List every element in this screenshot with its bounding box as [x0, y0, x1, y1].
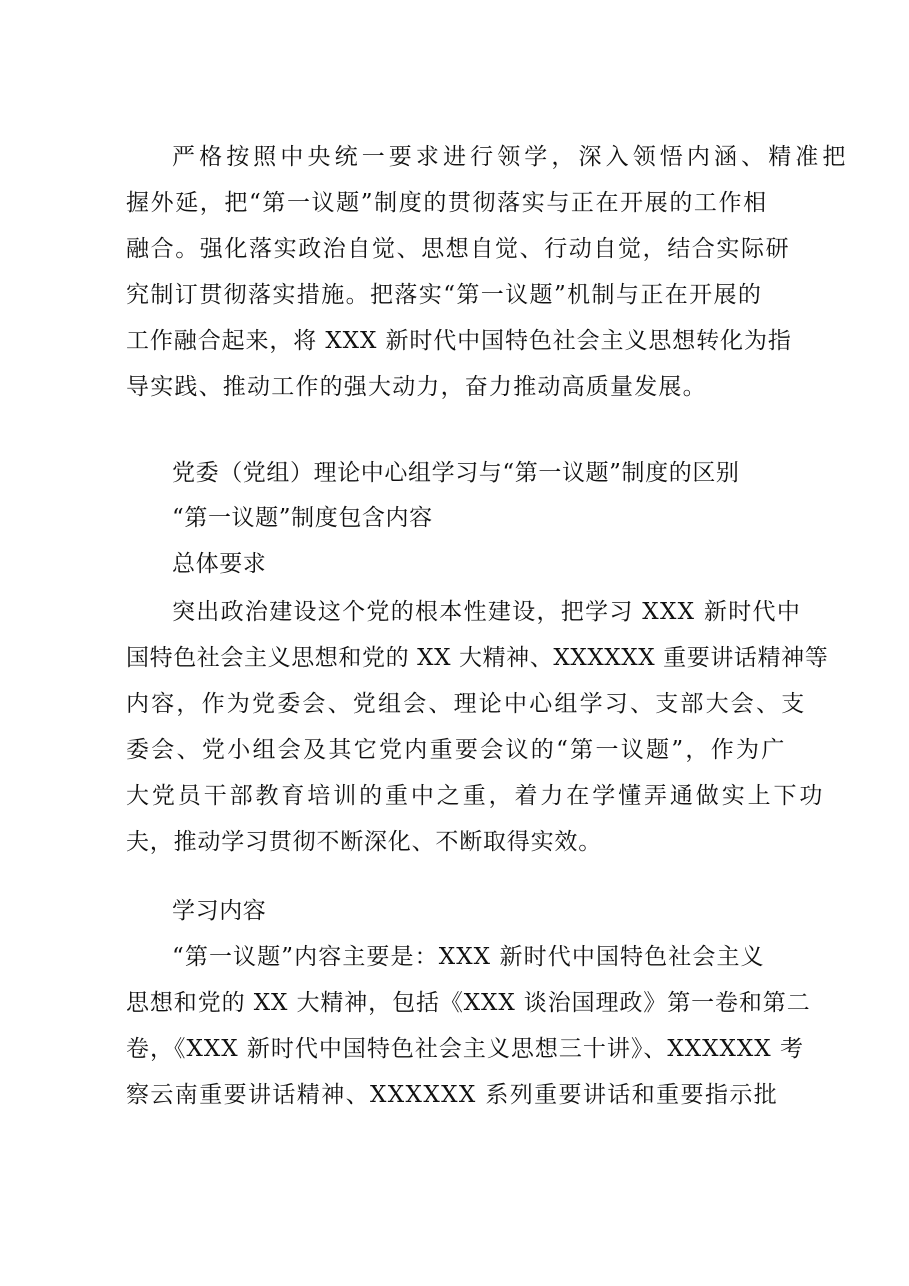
paragraph-line: 察云南重要讲话精神、XXXXXX 系列重要讲话和重要指示批	[126, 1082, 779, 1108]
paragraph-line: 卷，《XXX 新时代中国特色社会主义思想三十讲》、XXXXXX 考	[126, 1036, 804, 1062]
paragraph-line: 突出政治建设这个党的根本性建设，把学习 XXX 新时代中	[172, 599, 802, 625]
paragraph-line: 夫，推动学习贯彻不断深化、不断取得实效。	[126, 829, 602, 855]
section-heading: 党委（党组）理论中心组学习与“第一议题”制度的区别	[172, 460, 740, 486]
paragraph-line: 融合。强化落实政治自觉、思想自觉、行动自觉，结合实际研	[126, 236, 791, 262]
paragraph-line: 究制订贯彻落实措施。把落实“第一议题”机制与正在开展的	[126, 282, 763, 308]
paragraph-line: 内容，作为党委会、党组会、理论中心组学习、支部大会、支	[126, 691, 807, 717]
paragraph-line: 国特色社会主义思想和党的 XX 大精神、XXXXXX 重要讲话精神等	[126, 645, 829, 671]
paragraph-line: 导实践、推动工作的强大动力，奋力推动高质量发展。	[126, 374, 707, 400]
paragraph-line: 大党员干部教育培训的重中之重，着力在学懂弄通做实上下功	[126, 783, 826, 809]
section-heading: 总体要求	[172, 551, 267, 577]
paragraph-line: 思想和党的 XX 大精神，包括《XXX 谈治国理政》第一卷和第二	[126, 990, 811, 1016]
section-heading: “第一议题”制度包含内容	[172, 505, 433, 531]
paragraph-line: 严格按照中央统一要求进行领学，深入领悟内涵、精准把	[172, 144, 850, 170]
section-heading: 学习内容	[172, 898, 267, 924]
paragraph-line: 握外延，把“第一议题”制度的贯彻落实与正在开展的工作相	[126, 190, 768, 216]
paragraph-line: 委会、党小组会及其它党内重要会议的“第一议题”，作为广	[126, 737, 787, 763]
paragraph-line: “第一议题”内容主要是：XXX 新时代中国特色社会主义	[172, 944, 765, 970]
paragraph-line: 工作融合起来，将 XXX 新时代中国特色社会主义思想转化为指	[126, 328, 792, 354]
